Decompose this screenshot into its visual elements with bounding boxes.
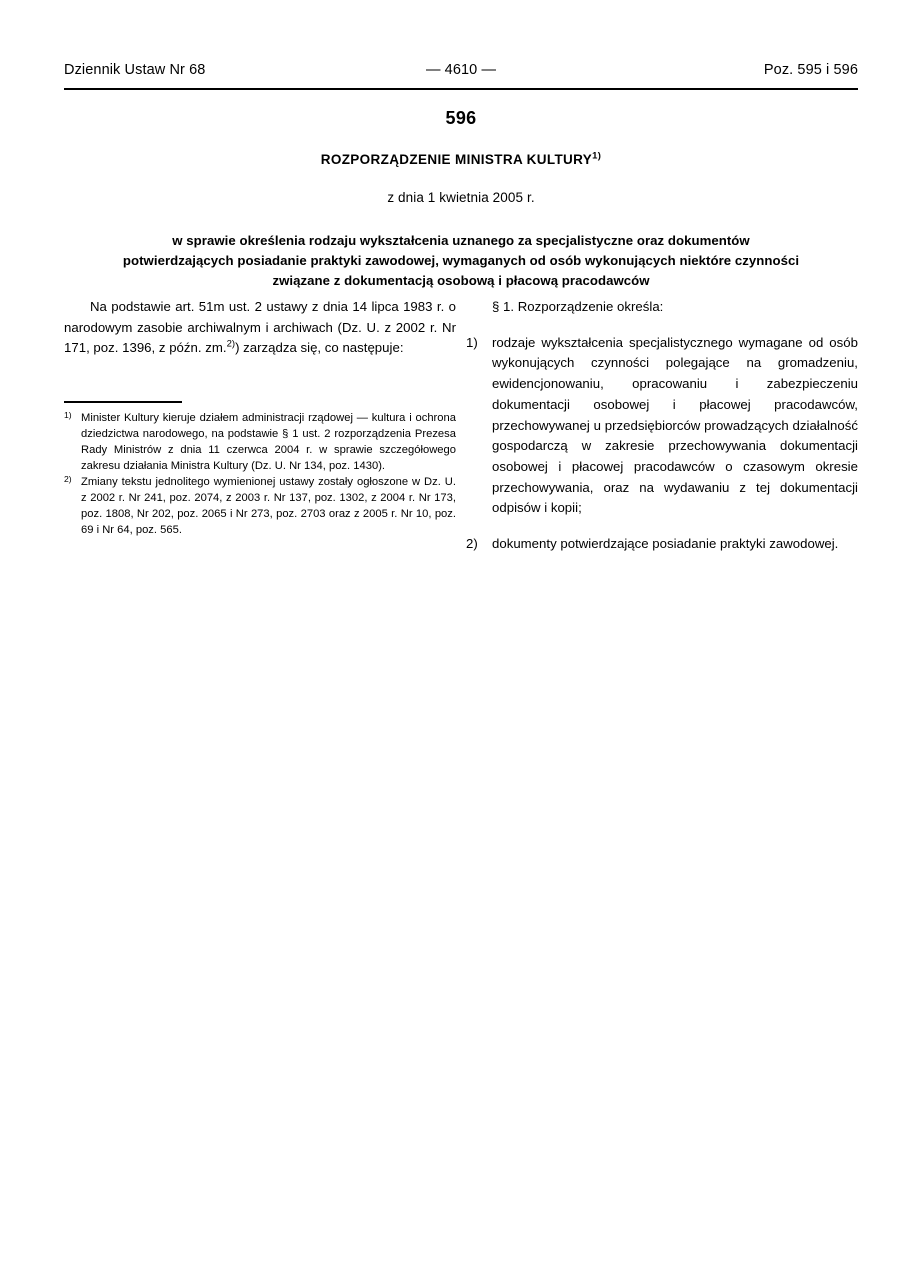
title-block xyxy=(64,108,858,291)
running-head xyxy=(64,62,858,78)
list-item-text: dokumenty potwierdzające posiadanie praktyki zawodowej. xyxy=(492,536,839,552)
running-head-center: — 4610 — xyxy=(425,62,497,78)
footnote-item xyxy=(64,410,456,475)
running-head-left: Dziennik Ustaw Nr 68 xyxy=(64,62,206,78)
running-head-right: Poz. 595 i 596 xyxy=(763,62,858,78)
footnote-marker-text: 2) xyxy=(64,474,72,484)
act-kind-text: ROZPORZĄDZENIE MINISTRA KULTURY xyxy=(320,151,593,167)
footnote-item xyxy=(64,474,456,539)
footnote-marker-text: 1) xyxy=(64,409,72,420)
footnote-divider-rule xyxy=(64,401,182,403)
preamble-text-part-1: Na podstawie art. 51m ust. 2 ustawy z dnia 14 lipca 1983 r. o narodowym zasobie archiwalnym i archiwach (Dz. U. z 2002 r. Nr 171, poz. 1396, z późn. zm. xyxy=(64,299,456,356)
preamble-text-part-2: ) zarządza się, co następuje: xyxy=(235,340,404,356)
act-subject-line-1: w sprawie określenia rodzaju wykształcenia uznanego za specjalistyczne oraz dokumentów xyxy=(172,232,750,248)
act-subject xyxy=(64,231,858,291)
section-intro: § 1. Rozporządzenie określa: xyxy=(492,299,664,314)
act-number: 596 xyxy=(445,108,477,128)
left-column xyxy=(64,297,456,359)
preamble-footnote-marker: 2) xyxy=(226,339,236,351)
act-kind-footnote-marker: 1) xyxy=(592,150,602,162)
header-divider-rule xyxy=(64,88,858,90)
footnote-marker xyxy=(64,474,81,487)
act-subject-line-2: potwierdzających posiadanie praktyki zawodowej, wymaganych od osób wykonujących niektóre czynności xyxy=(122,252,800,268)
act-kind xyxy=(64,152,858,167)
footnote-marker xyxy=(64,410,81,423)
act-subject-line-3: związane z dokumentacją osobową i płacową pracodawców xyxy=(272,272,650,288)
list-item-text: rodzaje wykształcenia specjalistycznego wymagane od osób wykonujących czynności polegające na gromadzeniu, ewidencjonowaniu, opracowaniu i zabezpieczeniu dokumentacji osobowej i płacowej pracodawców, przechowywanej u przedsiębiorców prowadzących działalność gospodarczą w zakresie przechowywania dokumentacji osobowej i płacowej pracodawców o czasowym okresie przechowywania, oraz na wydawaniu z tej dokumentacji odpisów i kopii; xyxy=(492,334,858,516)
act-date: z dnia 1 kwietnia 2005 r. xyxy=(387,189,535,205)
list-item xyxy=(466,534,858,555)
preamble-paragraph xyxy=(64,297,456,359)
right-column xyxy=(466,297,858,555)
list-item-marker: 2) xyxy=(466,536,478,552)
footnote-text: Zmiany tekstu jednolitego wymienionej ustawy zostały ogłoszone w Dz. U. z 2002 r. Nr 241, poz. 2074, z 2003 r. Nr 137, poz. 1302, z 2004 r. Nr 173, poz. 1808, Nr 202, poz. 2065 i Nr 273, poz. 2703 oraz z 2005 r. Nr 10, poz. 69 i Nr 64, poz. 565. xyxy=(81,476,456,537)
footnotes-block xyxy=(64,401,456,539)
list-item-marker: 1) xyxy=(466,334,478,350)
list-item xyxy=(466,333,858,519)
footnote-text: Minister Kultury kieruje działem administracji rządowej — kultura i ochrona dziedzictwa narodowego, na podstawie § 1 ust. 2 rozporządzenia Prezesa Rady Ministrów z dnia 11 czerwca 2004 r. w sprawie szczegółowego zakresu działania Ministra Kultury (Dz. U. Nr 134, poz. 1430). xyxy=(81,411,456,472)
